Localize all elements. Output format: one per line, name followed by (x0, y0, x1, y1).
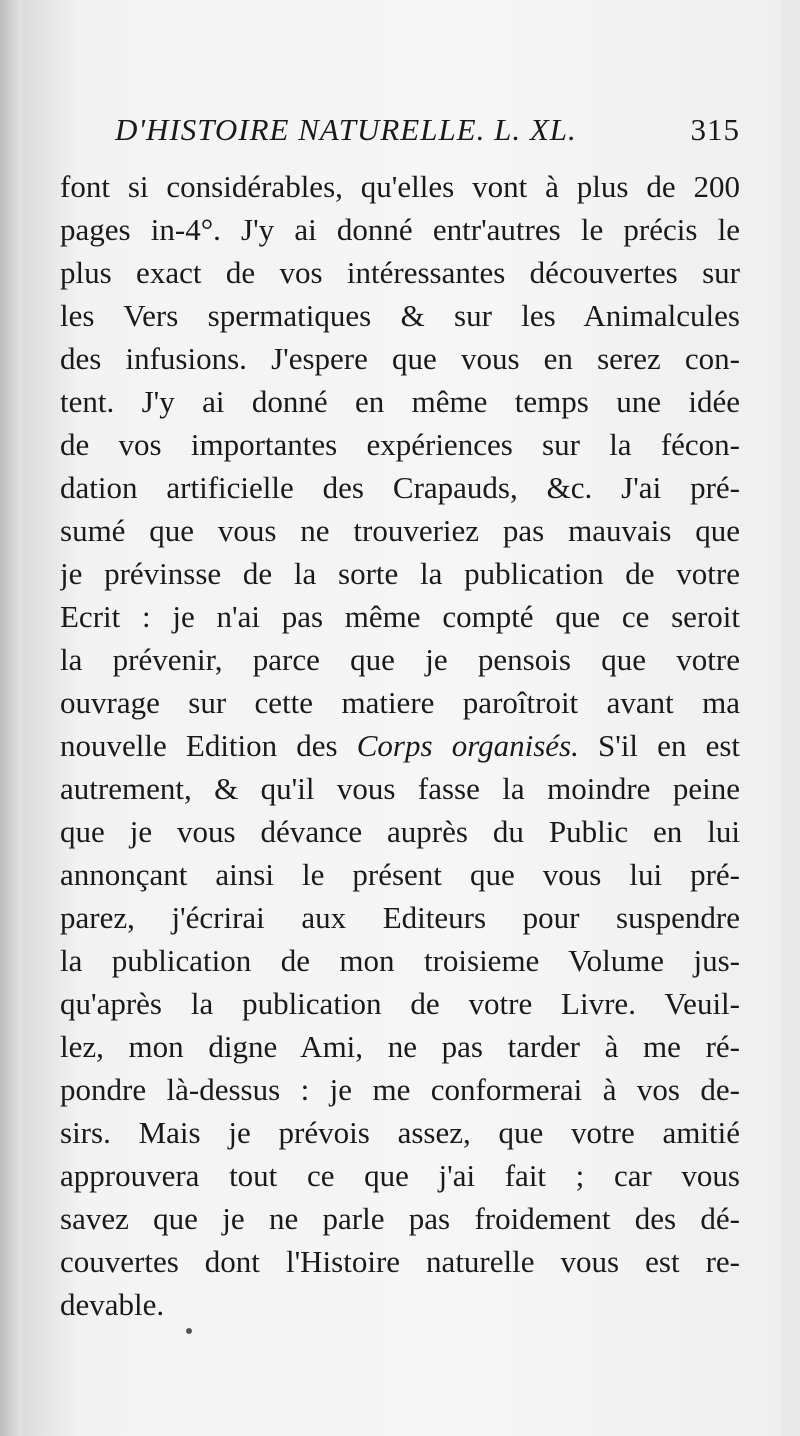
text-line: annonçant ainsi le présent que vous lui pré- (60, 857, 740, 892)
body-text (60, 165, 740, 1326)
text-line: font si considérables, qu'elles vont à plus de 200 (60, 169, 740, 204)
text-line: la prévenir, parce que je pensois que votre (60, 642, 740, 677)
text-line: des infusions. J'espere que vous en serez con- (60, 341, 740, 376)
text-segment: S'il en est (578, 728, 740, 763)
text-line: sumé que vous ne trouveriez pas mauvais que (60, 513, 740, 548)
text-line: lez, mon digne Ami, ne pas tarder à me ré- (60, 1029, 740, 1064)
text-line: pondre là-dessus : je me conformerai à vos de- (60, 1072, 740, 1107)
text-line: de vos importantes expériences sur la fécon- (60, 427, 740, 462)
text-line-last: devable. (60, 1287, 165, 1322)
text-line: les Vers spermatiques & sur les Animalcules (60, 298, 740, 333)
text-line: pages in-4°. J'y ai donné entr'autres le précis le (60, 212, 740, 247)
text-line: parez, j'écrirai aux Editeurs pour suspendre (60, 900, 740, 935)
text-line: je prévinsse de la sorte la publication de votre (60, 556, 740, 591)
text-line: autrement, & qu'il vous fasse la moindre peine (60, 771, 740, 806)
text-line: dation artificielle des Crapauds, &c. J'ai pré- (60, 470, 740, 505)
text-line: savez que je ne parle pas froidement des dé- (60, 1201, 740, 1236)
running-title: D'HISTOIRE NATURELLE. L. XL. (115, 112, 577, 147)
text-line: approuvera tout ce que j'ai fait ; car vous (60, 1158, 740, 1193)
text-line: que je vous dévance auprès du Public en lui (60, 814, 740, 849)
text-line: sirs. Mais je prévois assez, que votre amitié (60, 1115, 740, 1150)
text-line: tent. J'y ai donné en même temps une idée (60, 384, 740, 419)
page-number: 315 (690, 112, 740, 147)
text-line: ouvrage sur cette matiere paroîtroit avant ma (60, 685, 740, 720)
text-segment: nouvelle Edition des (60, 728, 357, 763)
text-line: couvertes dont l'Histoire naturelle vous est re- (60, 1244, 740, 1279)
page-gutter-shadow (0, 0, 24, 1436)
text-line: plus exact de vos intéressantes découvertes sur (60, 255, 740, 290)
text-line: la publication de mon troisieme Volume jus- (60, 943, 740, 978)
running-header (115, 112, 740, 160)
book-title-italic: Corps organisés. (356, 728, 579, 763)
text-line: Ecrit : je n'ai pas même compté que ce seroit (60, 599, 740, 634)
text-line: qu'après la publication de votre Livre. Veuil- (60, 986, 740, 1021)
text-line-with-italic (60, 724, 740, 767)
